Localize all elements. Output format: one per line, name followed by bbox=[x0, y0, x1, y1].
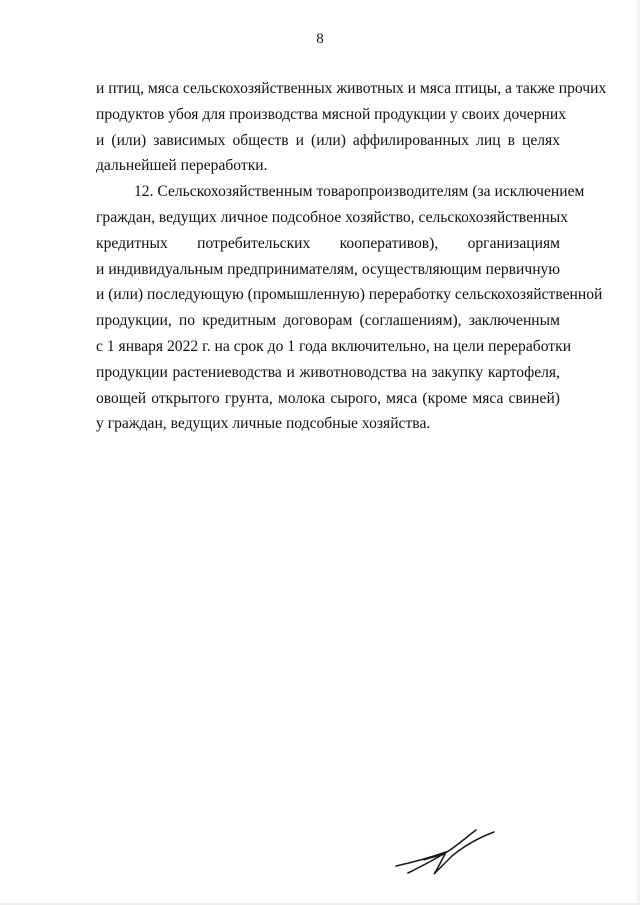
text-line: граждан, ведущих личное подсобное хозяйство, сельскохозяйственных bbox=[96, 208, 569, 226]
text-line: и (или) последующую (промышленную) переработку сельскохозяйственной bbox=[96, 286, 603, 304]
paragraph-continuation bbox=[96, 76, 607, 179]
paragraph-item-12 bbox=[96, 179, 603, 437]
text-line: 12. Сельскохозяйственным товаропроизводителям (за исключением bbox=[134, 183, 585, 201]
signature-icon bbox=[394, 826, 498, 878]
text-line: дальнейшей переработки. bbox=[96, 157, 268, 175]
text-line: продуктов убоя для производства мясной продукции у своих дочерних bbox=[96, 105, 566, 123]
text-line: продукции растениеводства и животноводства на закупку картофеля, bbox=[96, 363, 560, 381]
document-body bbox=[96, 76, 607, 437]
text-line: у граждан, ведущих личные подсобные хозяйства. bbox=[96, 415, 431, 433]
text-line: и птиц, мяса сельскохозяйственных животных и мяса птицы, а также прочих bbox=[96, 80, 607, 97]
page-number: 8 bbox=[316, 31, 324, 47]
text-line: и индивидуальным предпринимателям, осуществляющим первичную bbox=[96, 260, 560, 278]
text-line: с 1 января 2022 г. на срок до 1 года включительно, на цели переработки bbox=[96, 337, 572, 355]
text-line: и (или) зависимых обществ и (или) аффилированных лиц в целях bbox=[96, 131, 560, 149]
text-line: овощей открытого грунта, молока сырого, мяса (кроме мяса свиней) bbox=[96, 389, 560, 407]
text-line: кредитных потребительских кооперативов), организациям bbox=[96, 234, 560, 252]
text-line: продукции, по кредитным договорам (соглашениям), заключенным bbox=[96, 312, 560, 330]
